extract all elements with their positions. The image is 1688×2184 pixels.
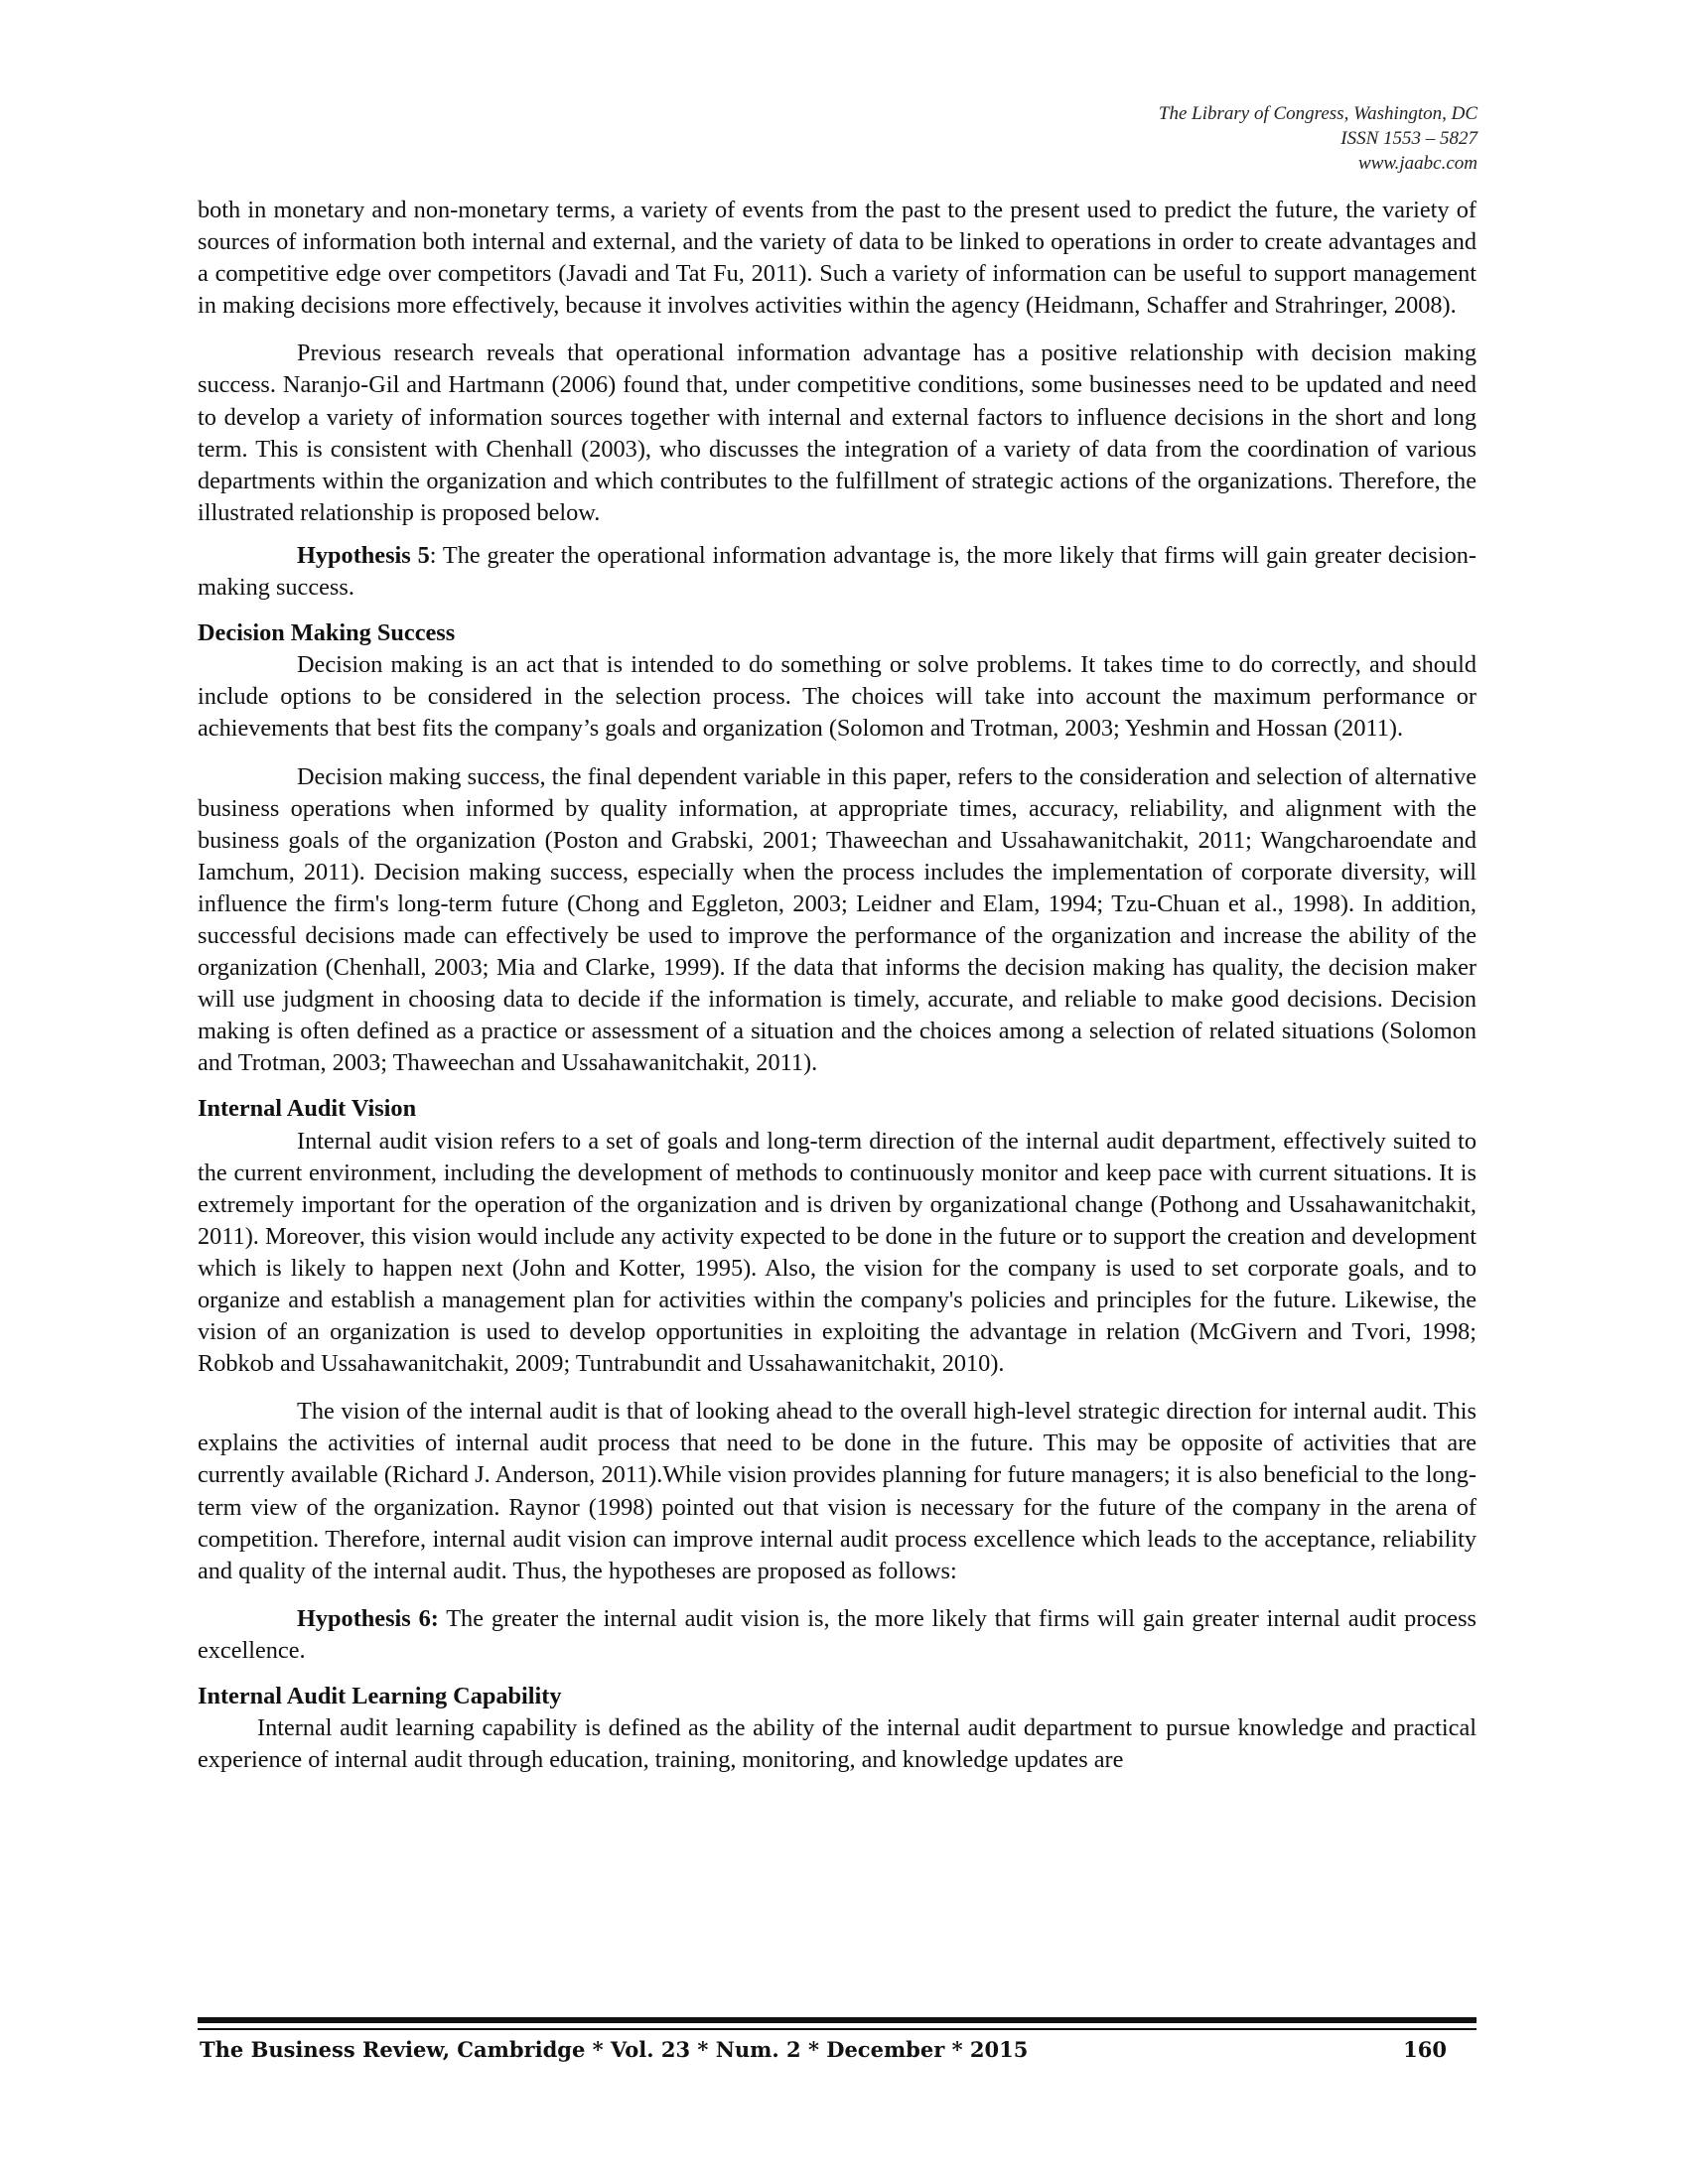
hypothesis-label: Hypothesis 5 [297, 541, 430, 569]
paragraph: Internal audit vision refers to a set of goals and long-term direction of the internal audit department, effectively suited to the current environment, including the development of methods to continuously monitor and keep pace with current situations. It is extremely important for the operation of the organization and is driven by organizational change (Pothong and Ussahawanitchakit, 2011). Moreover, this vision would include any activity expected to be done in the future or to support the creation and development which is likely to happen next (John and Kotter, 1995). Also, the vision for the company is used to set corporate goals, and to organize and establish a management plan for activities within the company's policies and principles for the future. Likewise, the vision of an organization is used to develop opportunities in exploiting the advantage in relation (McGivern and Tvori, 1998; Robkob and Ussahawanitchakit, 2009; Tuntrabundit and Ussahawanitchakit, 2010). [198, 1127, 1477, 1378]
hypothesis-label: Hypothesis 6: [297, 1604, 439, 1632]
section-heading: Internal Audit Learning Capability [198, 1683, 562, 1710]
hypothesis-6 [198, 1603, 1477, 1667]
hypothesis-text: : The greater the operational information advantage is, the more likely that firms will gain greater decision-making success. [198, 541, 1477, 602]
page-number: 160 [1403, 2037, 1447, 2062]
article-body [198, 195, 1477, 1776]
paragraph: Previous research reveals that operational information advantage has a positive relationship with decision making success. Naranjo-Gil and Hartmann (2006) found that, under competitive conditions, some businesses need to be updated and need to develop a variety of information sources together with internal and external factors to influence decisions in the short and long term. This is consistent with Chenhall (2003), who discusses the integration of a variety of data from the coordination of various departments within the organization and which contributes to the fulfillment of strategic actions of the organizations. Therefore, the illustrated relationship is proposed below. [198, 340, 1477, 526]
header-website: www.jaabc.com [1358, 153, 1477, 174]
header-publisher: The Library of Congress, Washington, DC [1158, 103, 1477, 124]
section-heading: Decision Making Success [198, 619, 456, 647]
header-issn: ISSN 1553 – 5827 [1340, 128, 1477, 149]
footer-journal: The Business Review, Cambridge * Vol. 23 * Num. 2 * December * 2015 [200, 2037, 1029, 2062]
paragraph: Internal audit learning capability is defined as the ability of the internal audit department to pursue knowledge and practical experience of internal audit through education, training, monitoring, and knowledge updates are [198, 1714, 1477, 1774]
hypothesis-text: The greater the internal audit vision is, the more likely that firms will gain greater internal audit process excellence. [198, 1604, 1477, 1664]
footer-rule-thick [198, 2017, 1477, 2023]
hypothesis-5 [198, 540, 1477, 604]
paragraph: Decision making success, the final dependent variable in this paper, refers to the consideration and selection of alternative business operations when informed by quality information, at appropriate times, accuracy, reliability, and alignment with the business goals of the organization (Poston and Grabski, 2001; Thaweechan and Ussahawanitchakit, 2011; Wangcharoendate and Iamchum, 2011). Decision making success, especially when the process includes the implementation of corporate diversity, will influence the firm's long-term future (Chong and Eggleton, 2003; Leidner and Elam, 1994; Tzu-Chuan et al., 1998). In addition, successful decisions made can effectively be used to improve the performance of the organization and increase the ability of the organization (Chenhall, 2003; Mia and Clarke, 1999). If the data that informs the decision making has quality, the decision maker will use judgment in choosing data to decide if the information is timely, accurate, and reliable to make good decisions. Decision making is often defined as a practice or assessment of a situation and the choices among a selection of related situations (Solomon and Trotman, 2003; Thaweechan and Ussahawanitchakit, 2011). [198, 762, 1477, 1077]
paragraph: The vision of the internal audit is that of looking ahead to the overall high-level strategic direction for internal audit. This explains the activities of internal audit process that need to be done in the future. This may be opposite of activities that are currently available (Richard J. Anderson, 2011).While vision provides planning for future managers; it is also beneficial to the long-term view of the organization. Raynor (1998) pointed out that vision is necessary for the future of the company in the arena of competition. Therefore, internal audit vision can improve internal audit process excellence which leads to the acceptance, reliability and quality of the internal audit. Thus, the hypotheses are proposed as follows: [198, 1398, 1477, 1584]
paragraph: both in monetary and non-monetary terms, a variety of events from the past to the present used to predict the future, the variety of sources of information both internal and external, and the variety of data to be linked to operations in order to create advantages and a competitive edge over competitors (Javadi and Tat Fu, 2011). Such a variety of information can be useful to support management in making decisions more effectively, because it involves activities within the agency (Heidmann, Schaffer and Strahringer, 2008). [198, 197, 1477, 320]
paragraph: Decision making is an act that is intended to do something or solve problems. It takes time to do correctly, and should include options to be considered in the selection process. The choices will take into account the maximum performance or achievements that best fits the company’s goals and organization (Solomon and Trotman, 2003; Yeshmin and Hossan (2011). [198, 651, 1477, 743]
running-header [1159, 101, 1477, 176]
footer-rule-thin [198, 2028, 1477, 2030]
section-heading: Internal Audit Vision [198, 1095, 417, 1123]
